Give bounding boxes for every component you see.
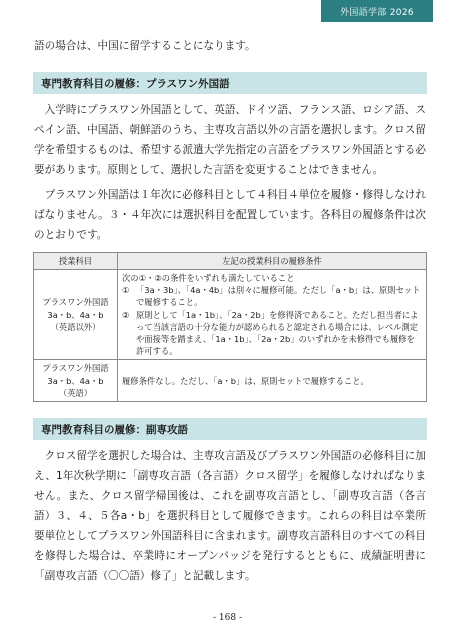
intro-continuation-text: 語の場合は、中国に留学することになります。: [34, 40, 256, 52]
condition-item-text: 「3a・3b」、「4a・4b」は別々に履修可能。ただし「a・b」は、原則セットで履修すること。: [136, 285, 421, 308]
header-department-tab: 外国語学部 2026: [321, 0, 433, 22]
table-header-condition: 左記の授業科目の履修条件: [118, 253, 427, 270]
subject-line: （英語以外）: [50, 321, 101, 332]
subject-cell: [34, 360, 118, 402]
course-requirements-table: [33, 252, 427, 402]
table-header-subject: 授業科目: [34, 253, 118, 270]
condition-item-number: ①: [122, 285, 130, 296]
condition-item-number: ②: [122, 309, 130, 320]
subject-line: 3a・b、4a・b: [47, 309, 104, 320]
section-heading-plus-one-title: 専門教育科目の履修：プラスワン外国語: [41, 77, 230, 90]
subject-line: プラスワン外国語: [42, 297, 109, 308]
condition-cell: 履修条件なし。ただし、「a・b」は、原則セットで履修すること。: [118, 360, 427, 402]
subject-line: プラスワン外国語: [42, 363, 109, 374]
table-row: [34, 270, 427, 360]
condition-intro: 次の①・②の条件をいずれも満たしていること: [122, 273, 295, 283]
table-header-row: [34, 253, 427, 270]
plus-one-requirement-paragraph: プラスワン外国語は１年次に必修科目として４科目４単位を履修・修得しなければなりません。３・４年次には選択科目を配置しています。各科目の履修条件は次のとおりです。: [34, 189, 426, 241]
condition-item: [122, 309, 422, 358]
section-heading-minor-language-title: 専門教育科目の履修：副専攻語: [41, 423, 188, 436]
minor-language-paragraph: クロス留学を選択した場合は、主専攻言語及びプラスワン外国語の必修科目に加え、1年次秋学期に「副専攻言語（各言語）クロス留学」を履修しなければなりません。また、クロス留学帰国後は、これを副専攻言語とし、「副専攻言語（各言語）３、４、５各a・b」を選択科目として履修できます。これらの科目は卒業所要単位としてプラスワン外国語科目に含まれます。副専攻言語科目のすべての科目を修得した場合は、卒業時にオープンバッジを発行するとともに、成績証明書に「副専攻言語（〇〇語）修了」と記載します。: [34, 450, 426, 582]
plus-one-description-paragraph: 入学時にプラスワン外国語として、英語、ドイツ語、フランス語、ロシア語、スペイン語、中国語、朝鮮語のうち、主専攻言語以外の言語を選択します。クロス留学を希望するものは、希望する派遣大学先指定の言語をプラスワン外国語とする必要があります。原則として、選択した言語を変更することはできません。: [34, 104, 426, 176]
condition-item: [122, 284, 422, 308]
table-row: [34, 360, 427, 402]
subject-cell: [34, 270, 118, 360]
page-number: - 168 -: [213, 613, 242, 623]
section-heading-minor-language: [33, 418, 427, 440]
condition-item-text: 原則として「1a・1b」、「2a・2b」を修得済であること。ただし担当者によって当該言語の十分な能力が認められると認定される場合には、レベル測定や面接等を踏まえ、「1a・1b」、「2a・2b」のいずれかを未修得でも履修を許可する。: [136, 309, 419, 357]
condition-cell: [118, 270, 427, 360]
section-heading-plus-one: [33, 72, 427, 94]
subject-line: （英語）: [58, 387, 93, 398]
subject-line: 3a・b、4a・b: [47, 375, 104, 386]
